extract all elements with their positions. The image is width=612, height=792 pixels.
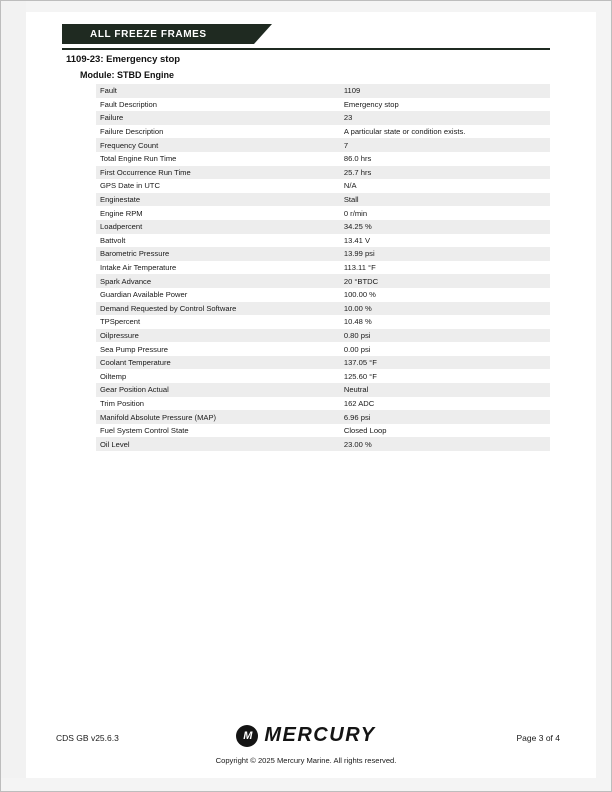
- table-row: [96, 288, 550, 302]
- table-row: [96, 397, 550, 411]
- section-banner-rule: [62, 48, 550, 50]
- table-row: [96, 125, 550, 139]
- table-cell-value: 13.41 V: [343, 235, 371, 245]
- table-cell-label: Enginestate: [100, 195, 141, 205]
- table-cell-value: A particular state or condition exists.: [343, 127, 466, 137]
- table-cell-label: Sea Pump Pressure: [100, 344, 168, 354]
- table-cell-value: N/A: [343, 181, 357, 191]
- table-row: [96, 179, 550, 193]
- table-row: [96, 424, 550, 438]
- table-cell-value: Neutral: [343, 385, 369, 395]
- table-cell-label: Total Engine Run Time: [100, 154, 177, 164]
- table-cell-label: Manifold Absolute Pressure (MAP): [100, 412, 217, 422]
- table-cell-value: Stall: [343, 195, 359, 205]
- mercury-m-icon: M: [236, 725, 258, 747]
- table-cell-label: Fault Description: [100, 99, 157, 109]
- table-cell-value: 162 ADC: [343, 398, 375, 408]
- scan-edge-left: [0, 0, 26, 792]
- section-banner-title: ALL FREEZE FRAMES: [90, 28, 207, 40]
- table-row: [96, 437, 550, 451]
- table-cell-label: Oil Level: [100, 439, 130, 449]
- section-banner: [62, 24, 254, 44]
- table-cell-value: 20 °BTDC: [343, 276, 379, 286]
- table-cell-label: Demand Requested by Control Software: [100, 303, 237, 313]
- scan-edge-right: [596, 0, 612, 792]
- copyright-notice: Copyright © 2025 Mercury Marine. All rights reserved.: [215, 756, 397, 765]
- table-row: [96, 166, 550, 180]
- table-cell-label: Frequency Count: [100, 140, 159, 150]
- table-cell-label: GPS Date in UTC: [100, 181, 160, 191]
- table-cell-value: Closed Loop: [343, 426, 387, 436]
- table-row: [96, 111, 550, 125]
- table-row: [96, 138, 550, 152]
- table-cell-label: Oilpressure: [100, 330, 139, 340]
- table-row: [96, 84, 550, 98]
- table-cell-label: Fault: [100, 86, 117, 96]
- table-row: [96, 234, 550, 248]
- table-cell-label: Failure: [100, 113, 124, 123]
- brand-logo: [0, 724, 612, 747]
- table-cell-value: 0.00 psi: [343, 344, 371, 354]
- freeze-frame-table: [96, 84, 550, 451]
- table-row: [96, 410, 550, 424]
- module-line: [80, 70, 174, 80]
- table-cell-value: 0 r/min: [343, 208, 368, 218]
- table-cell-label: Spark Advance: [100, 276, 152, 286]
- table-cell-label: Failure Description: [100, 127, 164, 137]
- table-row: [96, 342, 550, 356]
- table-row: [96, 302, 550, 316]
- table-cell-value: 10.48 %: [343, 317, 372, 327]
- table-cell-label: Engine RPM: [100, 208, 143, 218]
- table-cell-label: Oiltemp: [100, 371, 127, 381]
- table-cell-label: Battvolt: [100, 235, 126, 245]
- table-cell-label: TPSpercent: [100, 317, 141, 327]
- table-cell-value: 125.60 °F: [343, 371, 377, 381]
- module-label: Module:: [80, 70, 115, 80]
- table-cell-label: First Occurrence Run Time: [100, 167, 191, 177]
- table-cell-label: Guardian Available Power: [100, 290, 188, 300]
- table-cell-value: Emergency stop: [343, 99, 399, 109]
- table-cell-value: 1109: [343, 86, 361, 96]
- table-cell-value: 10.00 %: [343, 303, 372, 313]
- section-banner-tail: [254, 24, 272, 44]
- table-cell-value: 137.05 °F: [343, 358, 377, 368]
- table-cell-value: 13.99 psi: [343, 249, 375, 259]
- table-cell-value: 7: [343, 140, 349, 150]
- table-row: [96, 329, 550, 343]
- table-row: [96, 274, 550, 288]
- footer-version: CDS GB v25.6.3: [56, 733, 119, 743]
- table-cell-value: 6.96 psi: [343, 412, 371, 422]
- table-row: [96, 369, 550, 383]
- table-row: [96, 98, 550, 112]
- table-row: [96, 152, 550, 166]
- table-cell-value: 23: [343, 113, 353, 123]
- table-row: [96, 315, 550, 329]
- table-cell-value: 25.7 hrs: [343, 167, 372, 177]
- scan-edge-top: [0, 0, 612, 12]
- table-row: [96, 356, 550, 370]
- table-cell-label: Gear Position Actual: [100, 385, 169, 395]
- table-row: [96, 206, 550, 220]
- table-cell-label: Coolant Temperature: [100, 358, 171, 368]
- table-cell-value: 34.25 %: [343, 222, 372, 232]
- table-row: [96, 193, 550, 207]
- footer-page-number: Page 3 of 4: [516, 733, 560, 743]
- table-row: [96, 383, 550, 397]
- table-cell-label: Barometric Pressure: [100, 249, 170, 259]
- table-cell-value: 100.00 %: [343, 290, 376, 300]
- table-cell-label: Fuel System Control State: [100, 426, 189, 436]
- module-value: STBD Engine: [117, 70, 175, 80]
- table-cell-label: Trim Position: [100, 398, 145, 408]
- table-row: [96, 220, 550, 234]
- table-cell-value: 113.11 °F: [343, 263, 376, 273]
- table-cell-value: 0.80 psi: [343, 330, 371, 340]
- scan-edge-bottom: [0, 778, 612, 792]
- table-cell-label: Loadpercent: [100, 222, 143, 232]
- table-cell-value: 23.00 %: [343, 439, 372, 449]
- fault-heading: 1109-23: Emergency stop: [66, 54, 181, 65]
- table-row: [96, 261, 550, 275]
- table-cell-label: Intake Air Temperature: [100, 263, 177, 273]
- table-row: [96, 247, 550, 261]
- brand-wordmark: MERCURY: [264, 724, 376, 746]
- table-cell-value: 86.0 hrs: [343, 154, 372, 164]
